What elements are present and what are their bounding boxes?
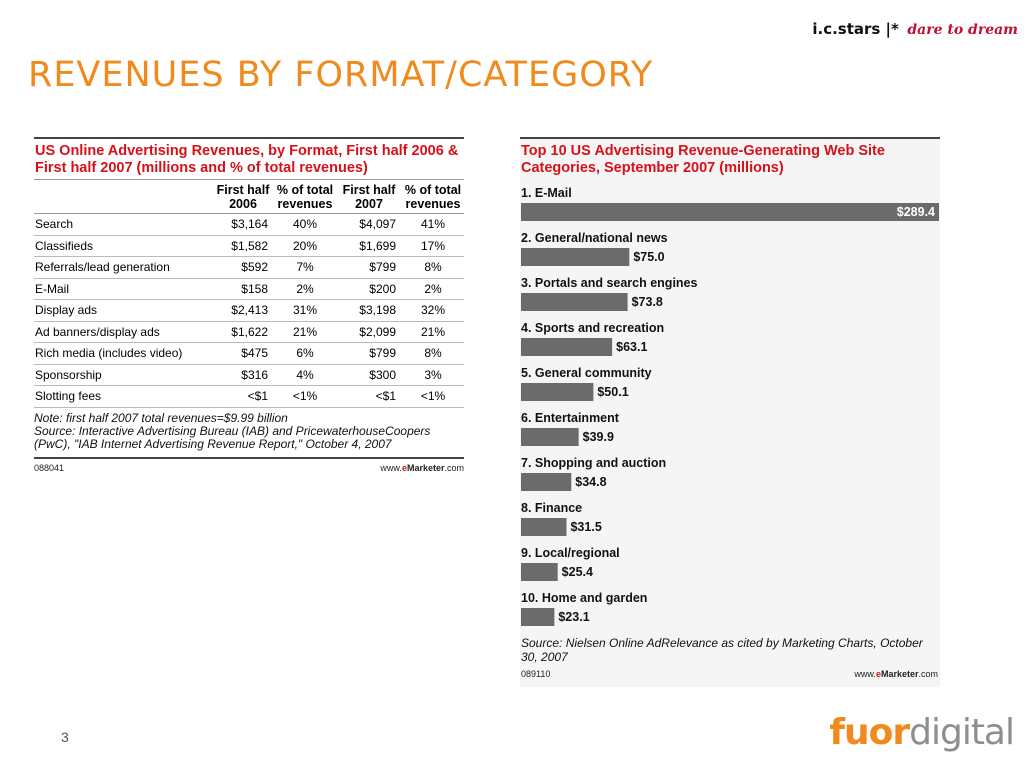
cell-2006: $2,413 [212, 300, 274, 322]
cell-2006: $158 [212, 278, 274, 300]
category-chart-panel [520, 137, 940, 687]
bar [521, 518, 566, 536]
cell-2007: $1,699 [336, 235, 402, 257]
bar-value-label: $34.8 [575, 475, 607, 489]
cell-pct-2007: 41% [402, 214, 464, 236]
table-row [34, 278, 464, 300]
cell-2007: $2,099 [336, 321, 402, 343]
bar-category-label: 2. General/national news [521, 231, 668, 245]
cell-pct-2007: 8% [402, 257, 464, 279]
bar-value-label: $73.8 [631, 295, 663, 309]
bar [521, 608, 554, 626]
row-label: Referrals/lead generation [34, 257, 212, 279]
col-header-label [34, 180, 212, 214]
cell-pct-2006: 7% [274, 257, 336, 279]
bar [521, 293, 628, 311]
row-label: E-Mail [34, 278, 212, 300]
bar-value-label: $75.0 [633, 250, 665, 264]
table-row [34, 386, 464, 408]
table-code: 088041 [34, 462, 65, 473]
table-row [34, 364, 464, 386]
cell-pct-2006: 31% [274, 300, 336, 322]
cell-pct-2006: 4% [274, 364, 336, 386]
row-label: Slotting fees [34, 386, 212, 408]
table-row [34, 300, 464, 322]
bar-value-label: $289.4 [896, 205, 935, 219]
chart-title: Top 10 US Advertising Revenue-Generating Web Site Categories, September 2007 (millions) [521, 143, 885, 176]
col-header-2006: First half 2006 [212, 180, 274, 214]
cell-pct-2006: 21% [274, 321, 336, 343]
cell-pct-2007: 17% [402, 235, 464, 257]
cell-pct-2007: 8% [402, 343, 464, 365]
cell-2006: $316 [212, 364, 274, 386]
bar [521, 428, 579, 446]
bar [521, 338, 612, 356]
fuordigital-logo: fuordigital [829, 712, 1014, 753]
cell-2006: $475 [212, 343, 274, 365]
bar [521, 473, 571, 491]
bar-category-label: 4. Sports and recreation [521, 321, 665, 335]
table-source-line: Source: Interactive Advertising Bureau (IAB) and PricewaterhouseCoopers (PwC), "IAB Internet Advertising Revenue Report," October 4, 2007 [34, 423, 431, 451]
table-row [34, 343, 464, 365]
table-site: www.eMarketer.com [380, 462, 464, 473]
bar-value-label: $25.4 [561, 565, 593, 579]
cell-2006: $1,622 [212, 321, 274, 343]
revenue-table [34, 179, 464, 408]
cell-2007: <$1 [336, 386, 402, 408]
table-header-row [34, 180, 464, 214]
row-label: Display ads [34, 300, 212, 322]
cell-2007: $300 [336, 364, 402, 386]
chart-code: 089110 [521, 669, 551, 679]
bar-category-label: 1. E-Mail [521, 186, 572, 200]
bar-category-label: 6. Entertainment [521, 411, 619, 425]
cell-2006: $592 [212, 257, 274, 279]
chart-site: www.eMarketer.com [854, 669, 938, 679]
revenue-table-panel [34, 137, 464, 473]
slide-title: REVENUES BY FORMAT/CATEGORY [28, 55, 654, 95]
cell-pct-2006: 20% [274, 235, 336, 257]
table-title: US Online Advertising Revenues, by Format, First half 2006 & First half 2007 (millions and % of total revenues) [35, 143, 459, 176]
bar-value-label: $39.9 [582, 430, 614, 444]
cell-2007: $4,097 [336, 214, 402, 236]
row-label: Classifieds [34, 235, 212, 257]
bar-category-label: 7. Shopping and auction [521, 456, 667, 470]
table-row [34, 257, 464, 279]
cell-2007: $200 [336, 278, 402, 300]
brand-tagline: dare to dream [907, 22, 1018, 38]
bar-category-label: 9. Local/regional [521, 546, 620, 560]
row-label: Sponsorship [34, 364, 212, 386]
row-label: Search [34, 214, 212, 236]
table-note-line: Note: first half 2007 total revenues=$9.99 billion [34, 410, 288, 425]
cell-2006: <$1 [212, 386, 274, 408]
bar-value-label: $50.1 [597, 385, 629, 399]
table-row [34, 235, 464, 257]
cell-2006: $1,582 [212, 235, 274, 257]
bar-value-label: $23.1 [558, 610, 590, 624]
bar-category-label: 3. Portals and search engines [521, 276, 698, 290]
bar [521, 248, 629, 266]
table-footer [34, 463, 464, 473]
cell-2007: $3,198 [336, 300, 402, 322]
cell-2007: $799 [336, 343, 402, 365]
bar-value-label: $63.1 [616, 340, 648, 354]
cell-pct-2006: 2% [274, 278, 336, 300]
cell-pct-2007: 3% [402, 364, 464, 386]
row-label: Ad banners/display ads [34, 321, 212, 343]
cell-pct-2007: <1% [402, 386, 464, 408]
bar-category-label: 5. General community [521, 366, 652, 380]
table-note [34, 412, 464, 451]
col-header-pct-2006: % of total revenues [274, 180, 336, 214]
bar-category-label: 10. Home and garden [521, 591, 648, 605]
cell-pct-2006: 6% [274, 343, 336, 365]
cell-2007: $799 [336, 257, 402, 279]
bar-category-label: 8. Finance [521, 501, 583, 515]
table-row [34, 321, 464, 343]
cell-pct-2007: 32% [402, 300, 464, 322]
cell-2006: $3,164 [212, 214, 274, 236]
bar-value-label: $31.5 [570, 520, 602, 534]
brand [812, 20, 1018, 39]
category-bar-chart [520, 137, 940, 637]
chart-footer [521, 669, 938, 679]
table-row [34, 214, 464, 236]
cell-pct-2007: 21% [402, 321, 464, 343]
chart-source: Source: Nielsen Online AdRelevance as cited by Marketing Charts, October 30, 2007 [521, 636, 923, 664]
brand-name: i.c.stars |* [812, 20, 899, 38]
col-header-2007: First half 2007 [336, 180, 402, 214]
page-number: 3 [61, 729, 69, 745]
bar [521, 383, 593, 401]
col-header-pct-2007: % of total revenues [402, 180, 464, 214]
row-label: Rich media (includes video) [34, 343, 212, 365]
cell-pct-2006: <1% [274, 386, 336, 408]
cell-pct-2007: 2% [402, 278, 464, 300]
bar [521, 203, 939, 221]
bar [521, 563, 558, 581]
cell-pct-2006: 40% [274, 214, 336, 236]
